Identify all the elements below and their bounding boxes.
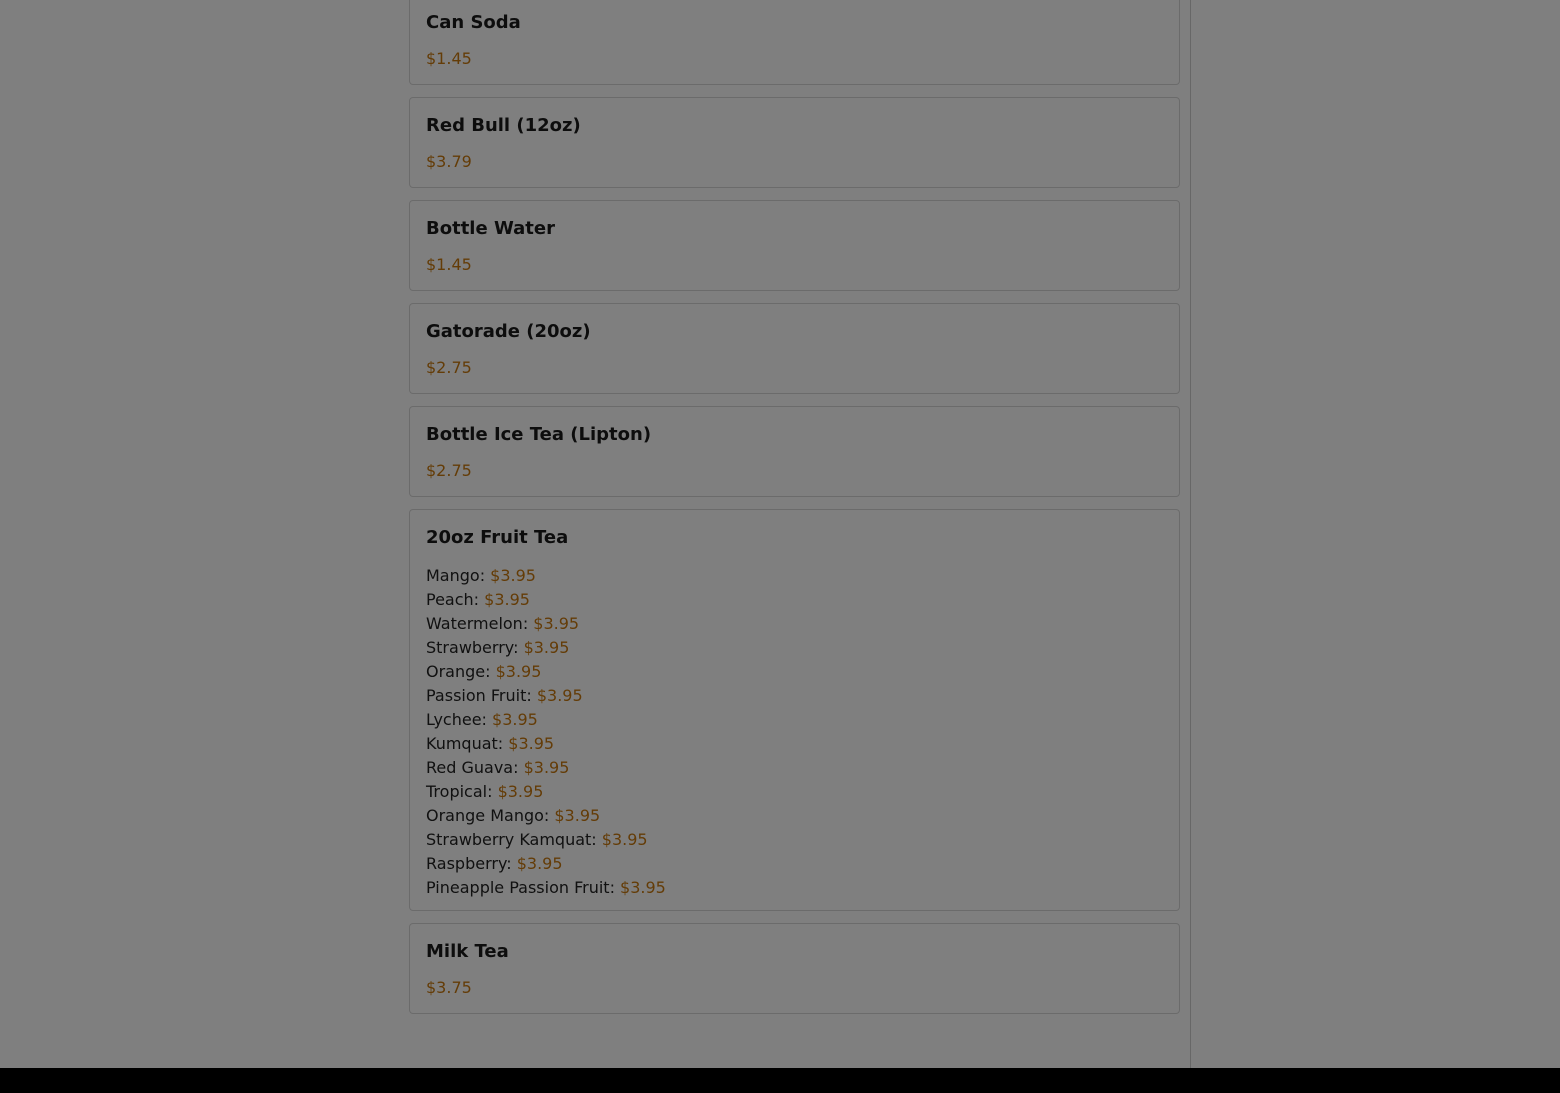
bottom-bar bbox=[0, 1068, 1560, 1093]
